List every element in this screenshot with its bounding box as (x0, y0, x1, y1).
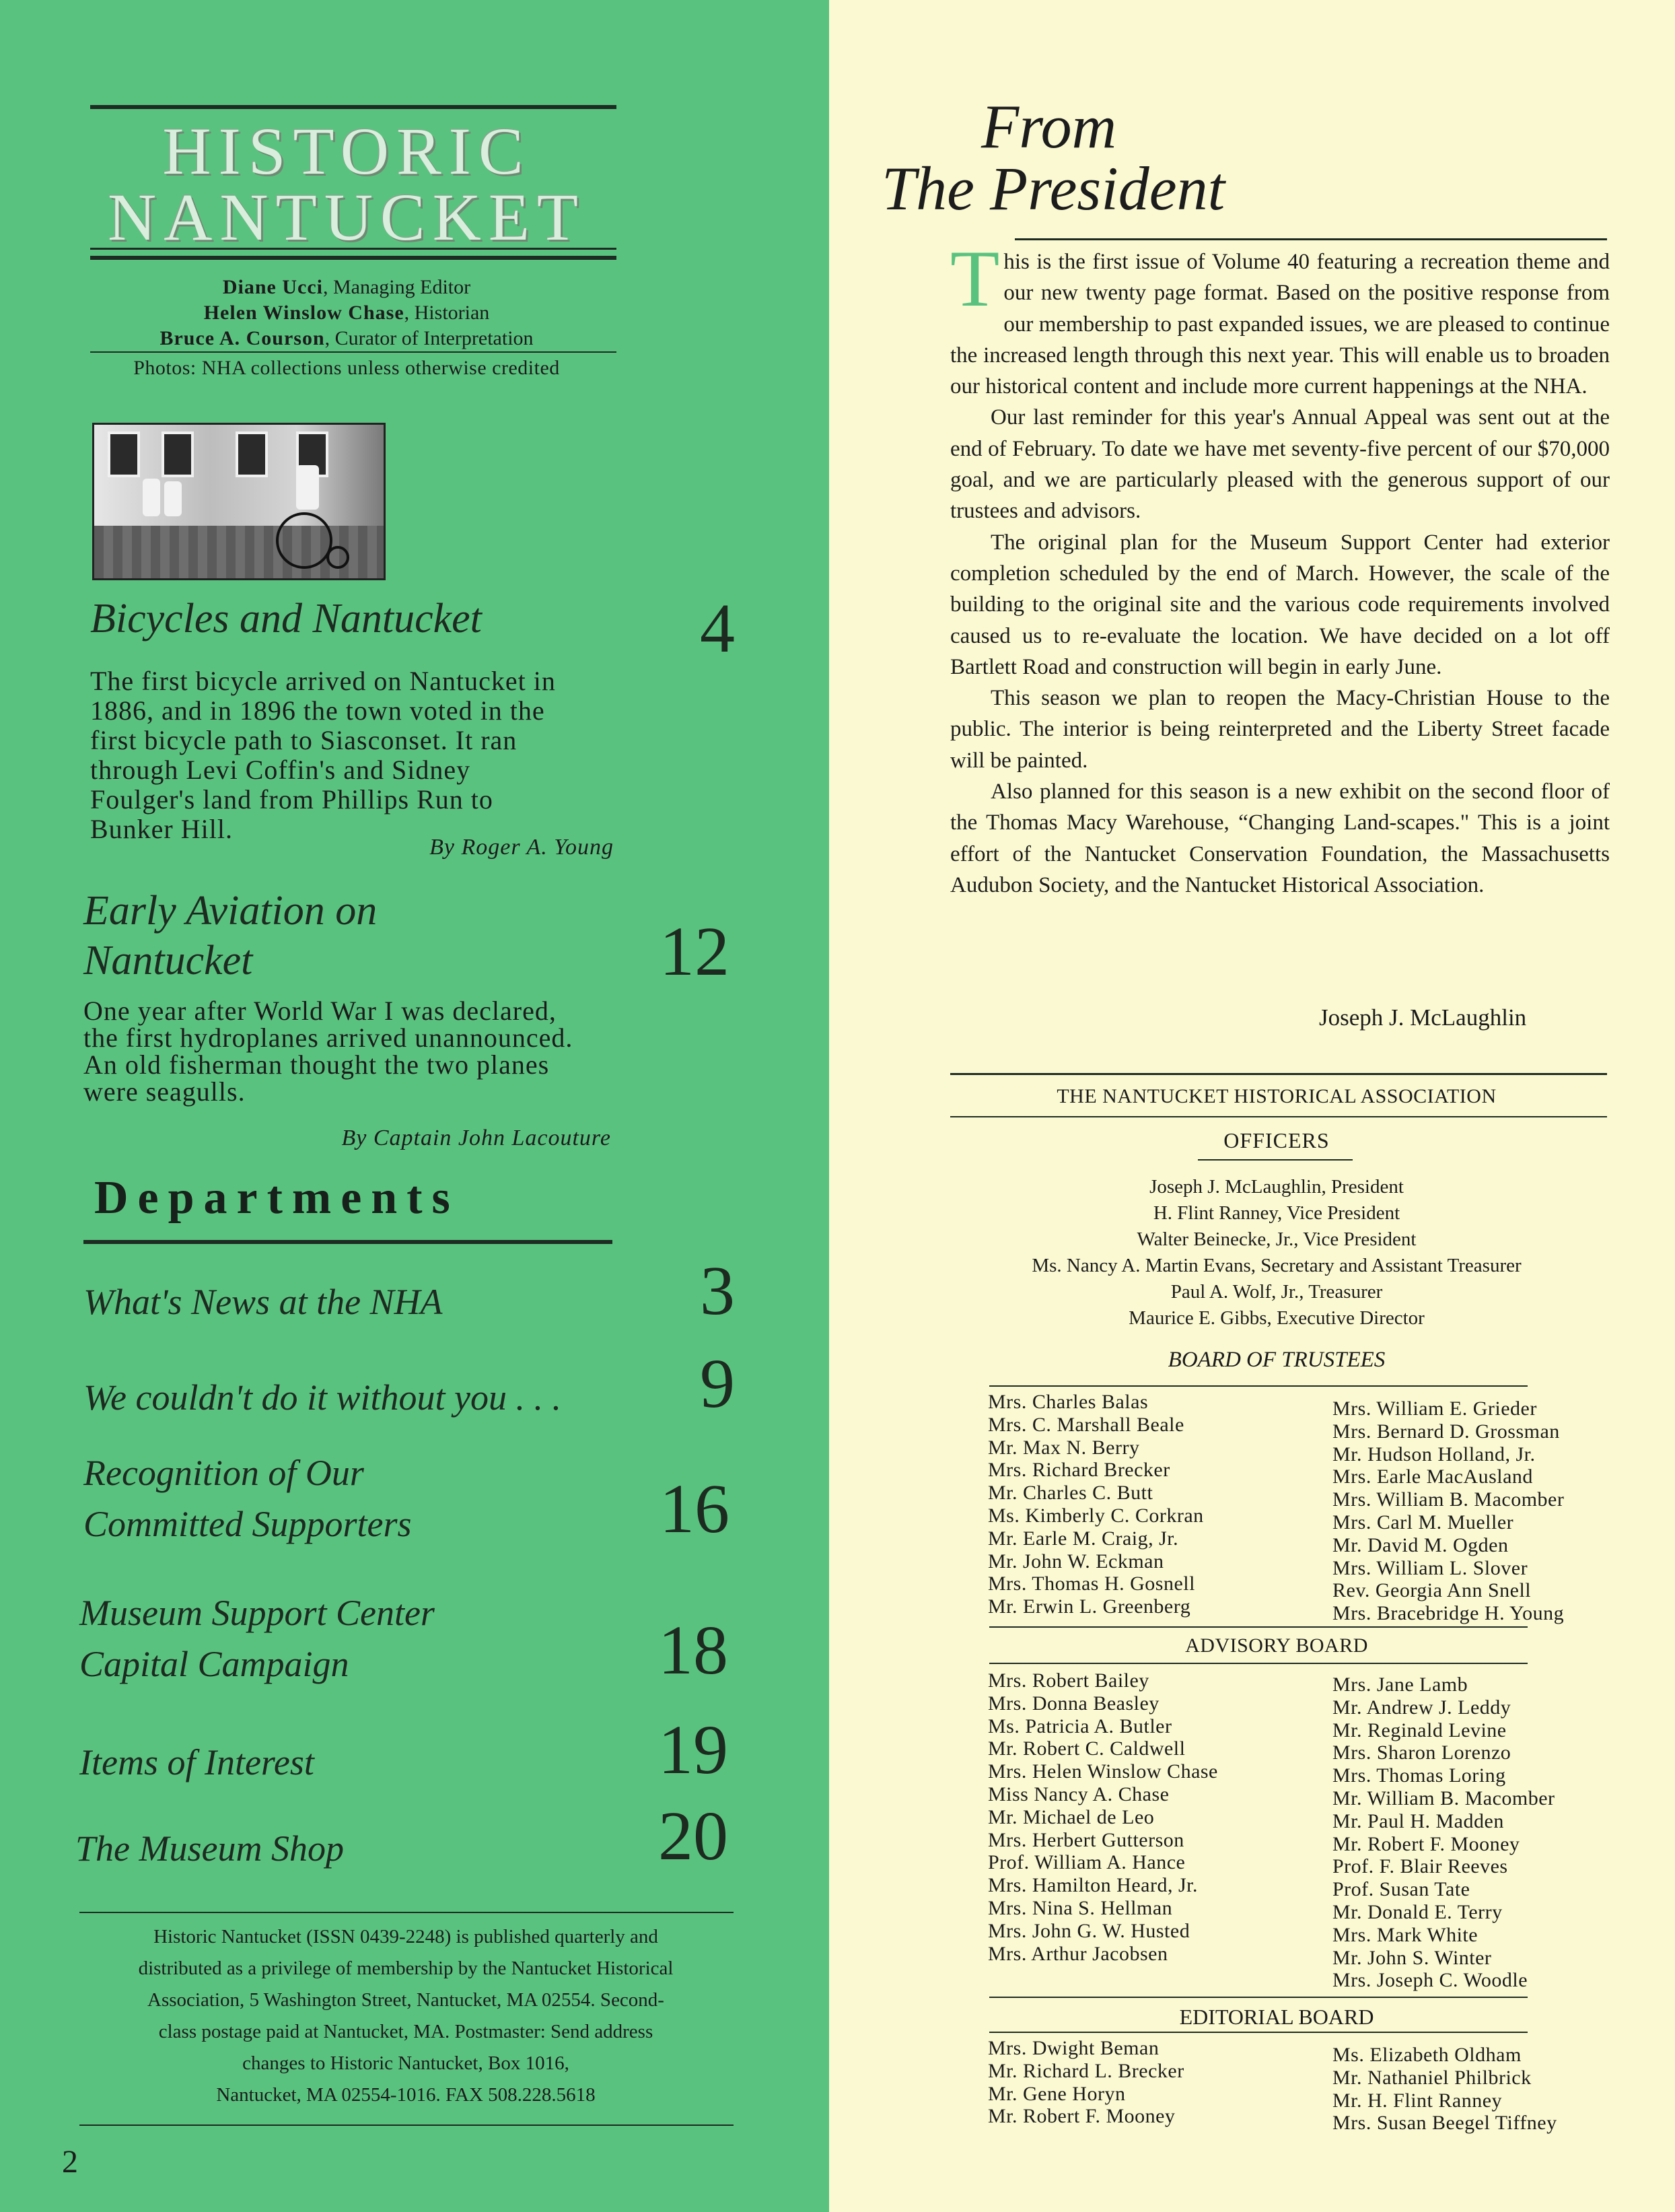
editorial-top-rule (989, 1997, 1528, 1998)
publication-top-rule (79, 1912, 734, 1913)
departments-rule (83, 1240, 612, 1244)
dept-page-whats-news: 3 (700, 1252, 735, 1329)
letter-paragraph: This season we plan to reopen the Macy-Christian House to the public. The interior is being reinterpreted and the Liberty Street facade will be painted. (950, 686, 1610, 773)
letter-paragraph: Also planned for this season is a new exhibit on the second floor of the Thomas Macy Warehouse, “Changing Land-scapes." This is a joint effort of the Nantucket Conservation Foundation, the Massachusetts Audubon Society, and the Nantucket Historical Association. (950, 780, 1610, 897)
editorial-rule (989, 2032, 1528, 2033)
president-title: From The President (882, 92, 1225, 223)
nha-rule (950, 1116, 1607, 1117)
drop-cap: T (950, 234, 1000, 323)
dept-whats-news: What's News at the NHA (83, 1282, 443, 1322)
dept-museum-support: Museum Support Center Capital Campaign (79, 1593, 435, 1684)
masthead-line2: NANTUCKET (107, 180, 586, 254)
letter-paragraph: Our last reminder for this year's Annual Appeal was sent out at the end of February. To date we have met seventy-five percent of our $70,000 goal, and we are particularly pleased with the generous support of our trustees and advisors. (950, 405, 1610, 524)
credits-rule (90, 351, 616, 353)
trustees-list-right: Mrs. William E. Grieder Mrs. Bernard D. Grossman Mr. Hudson Holland, Jr. Mrs. Earle MacAusland Mrs. William B. Macomber Mrs. Carl M. Mueller Mr. David M. Ogden Mrs. William L. Slover Rev. Georgia Ann Snell Mrs. Bracebridge H. Young (1332, 1397, 1565, 1625)
credit-curator: Bruce A. Courson, Curator of Interpretation (159, 327, 534, 349)
feature-summary-aviation: One year after World War I was declared, the first hydroplanes arrived unannounced. An old fisherman thought the two planes were seagulls. (83, 996, 573, 1107)
editorial-heading: EDITORIAL BOARD (1179, 2005, 1374, 2029)
letter-paragraph: The original plan for the Museum Support Center had exterior completion scheduled by the end of March. However, the scale of the building to the original site and the various code requirements involved caused us to re-evaluate the location. We have decided on a lot off Bartlett Road and construction will begin in early June. (950, 530, 1610, 679)
letter-paragraph: This is the first issue of Volume 40 featuring a recreation theme and our new twenty page format. Based on the positive response from our membership to past expanded issues, we are pleased to continue the increased length through this next year. This will enable us to broaden our historical content and include more current happenings at the NHA. (950, 234, 1610, 399)
dept-page-museum-shop: 20 (658, 1797, 728, 1875)
publication-info: Historic Nantucket (ISSN 0439-2248) is published quarterly and distributed as a privilege of membership by the Nantucket Historical Association, 5 Washington Street, Nantucket, MA 02554. Second- class postage paid at Nantucket, MA. Postmaster: Send address changes to Historic Nantucket, Box 1016, Nantucket, MA 02554-1016. FAX 508.228.5618 (138, 1926, 674, 2106)
nha-top-rule (950, 1073, 1607, 1075)
bicycle-photo (92, 423, 386, 580)
dept-page-museum-support: 18 (658, 1612, 728, 1689)
byline-aviation: By Captain John Lacouture (341, 1126, 611, 1150)
feature-title-bicycles: Bicycles and Nantucket (90, 596, 482, 642)
officers-rule (1198, 1159, 1353, 1161)
publication-bottom-rule (79, 2124, 734, 2126)
page-number: 2 (62, 2144, 78, 2180)
officers-list: Joseph J. McLaughlin, President H. Flint Ranney, Vice President Walter Beinecke, Jr., Vice President Ms. Nancy A. Martin Evans, Secretary and Assistant Treasurer Paul A. Wolf, Jr., Treasurer Maurice E. Gibbs, Executive Director (1032, 1176, 1522, 1329)
trustees-list-left: Mrs. Charles Balas Mrs. C. Marshall Beale Mr. Max N. Berry Mrs. Richard Brecker Mr. Charles C. Butt Ms. Kimberly C. Corkran Mr. Earle M. Craig, Jr. Mr. John W. Eckman Mrs. Thomas H. Gosnell Mr. Erwin L. Greenberg (988, 1391, 1204, 1618)
dept-couldnt-do-it: We couldn't do it without you . . . (83, 1377, 562, 1418)
masthead-line1: HISTORIC (162, 114, 531, 188)
editorial-list-left: Mrs. Dwight Beman Mr. Richard L. Brecker Mr. Gene Horyn Mr. Robert F. Mooney (988, 2037, 1184, 2128)
feature-page-bicycles: 4 (700, 590, 735, 667)
nha-label: THE NANTUCKET HISTORICAL ASSOCIATION (1057, 1085, 1497, 1107)
byline-bicycles: By Roger A. Young (429, 835, 614, 860)
trustees-rule (989, 1385, 1528, 1387)
president-signature: Joseph J. McLaughlin (1319, 1004, 1527, 1031)
dept-items-of-interest: Items of Interest (79, 1742, 314, 1783)
officers-heading: OFFICERS (1223, 1128, 1330, 1152)
dept-museum-shop: The Museum Shop (75, 1828, 344, 1869)
feature-page-aviation: 12 (660, 913, 729, 990)
advisory-top-rule (989, 1626, 1528, 1628)
masthead-bottom-rule (90, 256, 616, 260)
dept-page-items-of-interest: 19 (658, 1711, 728, 1789)
credit-editor: Diane Ucci, Managing Editor (222, 276, 471, 298)
advisory-list-right: Mrs. Jane Lamb Mr. Andrew J. Leddy Mr. Reginald Levine Mrs. Sharon Lorenzo Mrs. Thomas Loring Mr. William B. Macomber Mr. Paul H. Madden Mr. Robert F. Mooney Prof. F. Blair Reeves Prof. Susan Tate Mr. Donald E. Terry Mrs. Mark White Mr. John S. Winter Mrs. Joseph C. Woodle (1332, 1673, 1555, 1992)
credit-historian: Helen Winslow Chase, Historian (203, 302, 490, 324)
editorial-list-right: Ms. Elizabeth Oldham Mr. Nathaniel Philbrick Mr. H. Flint Ranney Mrs. Susan Beegel Tiffney (1332, 2044, 1557, 2135)
dept-page-recognition: 16 (660, 1470, 729, 1548)
feature-title-aviation: Early Aviation on Nantucket (83, 888, 378, 983)
trustees-heading: BOARD OF TRUSTEES (1168, 1348, 1386, 1372)
feature-summary-bicycles: The first bicycle arrived on Nantucket in 1886, and in 1896 the town voted in the first bicycle path to Siasconset. It ran through Levi Coffin's and Sidney Foulger's land from Phillips Run to Bunker Hill. (90, 666, 556, 844)
president-letter (950, 234, 1610, 901)
dept-page-couldnt-do-it: 9 (700, 1345, 735, 1422)
photo-credit: Photos: NHA collections unless otherwise credited (133, 357, 560, 379)
advisory-list-left: Mrs. Robert Bailey Mrs. Donna Beasley Ms. Patricia A. Butler Mr. Robert C. Caldwell Mrs. Helen Winslow Chase Miss Nancy A. Chase Mr. Michael de Leo Mrs. Herbert Gutterson Prof. William A. Hance Mrs. Hamilton Heard, Jr. Mrs. Nina S. Hellman Mrs. John G. W. Husted Mrs. Arthur Jacobsen (988, 1669, 1218, 1965)
departments-heading: Departments (94, 1172, 460, 1224)
advisory-rule (989, 1663, 1528, 1664)
masthead-top-rule (90, 105, 616, 109)
masthead-title (74, 114, 619, 254)
dept-recognition: Recognition of Our Committed Supporters (83, 1453, 412, 1544)
president-title-rule (1015, 238, 1607, 240)
advisory-heading: ADVISORY BOARD (1185, 1634, 1368, 1657)
